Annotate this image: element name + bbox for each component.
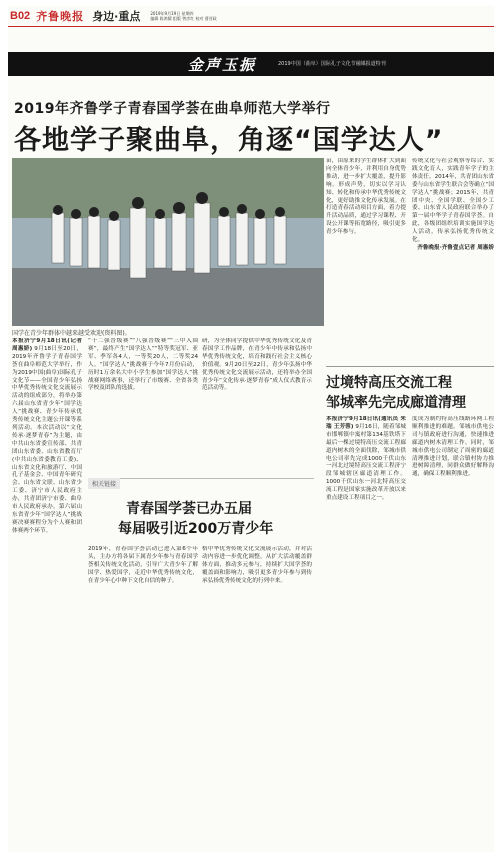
article-column-3 (202, 338, 312, 476)
newspaper-page (8, 6, 494, 852)
related-links-tag: 相关链接 (88, 478, 120, 489)
related-body-1: 2019年，青春国学荟活动已进入第6个年头，主办方将各届下属青少年参与青春国学荟相关传统文化活动，引导广大青少年了解国学、热爱国学，走近中华优秀传统文化，在青少年心中种下文化自信的种子。 (88, 546, 198, 584)
banner-title: 金声玉振 (188, 56, 257, 74)
article-signoff: 齐鲁晚报·齐鲁壹点记者 周惠娇 (417, 244, 494, 251)
article-kicker: 2019年齐鲁学子青春国学荟在曲阜师范大学举行 (14, 101, 331, 117)
article-body-4: 亩，由原来的学生群体扩大到面向全体青少年，并利用自身优势推动，进一步扩大覆盖，提升影响。形成声势，切实以学习认知、转化和传承中华优秀传统文化，更好助推文化传承发展。在打造青春活动项目方面，着力提升活动品质，通过学习课程、开设公开课等拓宽路径，吸引更多青少年参与。 (326, 158, 406, 236)
story2-title-line-1: 过境特高压交流工程 (326, 375, 452, 391)
article-column-2 (88, 338, 198, 476)
story2-column-1 (326, 416, 406, 846)
related-column-2 (202, 546, 312, 846)
story2-body-1: 9月16日，随着邹城市邯郸镇中寓村第134基铁塔下最后一棵过境特高压交流工程廊道内树木的全面伐除，邹城市供电公司率先完成1000千伏山东一河北过境特高压交流工程济宁段邹城辖区廊道清理工作。1000千伏山东一河北特高压交流工程是国家实施改革开放以来重点建设工程项目之一。 (326, 423, 406, 502)
related-body-2: 格中华优秀传统文化交流展示活动，并对活动内容进一步优化调整。从扩大活动覆盖群体方面，推动多元参与，持续扩大国学荟的覆盖面和影响力，吸引更多青少年参与到传承弘扬优秀传统文化的行列中来。 (202, 546, 312, 584)
editor-credits: 编辑 陈鸿儒 组版 曾彦红 校对 曹晋政 (150, 16, 217, 21)
article-body-5: 传统文化与社会观察等综合、实践文化育人，实践青年学子的主体责任。2014年，共青团山东省委与山东省学生联合会等确立“国学达人”挑战赛；2015年，共青团中央、全国学联、全国少工委、山东省人民政府联合举办了第一届中华学子青春国学荟。自此，各级团组织培训实施国学达人活动，传承弘扬优秀传统文化。 (412, 158, 494, 244)
section-name: 身边·重点 (92, 10, 141, 23)
related-title-line-1: 青春国学荟已办五届 (126, 501, 252, 517)
paper-name: 齐鲁晚报 (36, 10, 85, 23)
photo-caption: 国学在青少年群体中越来越受欢迎(资料图)。 (12, 330, 131, 337)
story2-body-2: 度成为制约特高压线路环网工程顺利推进的难题。邹城市供电公司与镇政府进行沟通，快速推进廊道内树木清理工作。同时，邹城市供电公司制定了周密的廊道清理推进计划，联合镇村协力推进树障清理，同群众做好解释沟通，确保工程顺利推进。 (412, 416, 494, 478)
banner-subtitle: 2019中国（曲阜）国际孔子文化节融媒报道特刊 (278, 61, 386, 67)
issue-date: 2019年9月19日 星期四 (150, 11, 194, 16)
story2-divider (326, 366, 494, 367)
page-number: B02 (10, 10, 31, 22)
article-column-1 (12, 338, 82, 853)
story2-byline: 本报济宁9月18日讯(通讯员 朱瑞 王芳蓉) (326, 416, 406, 430)
article-body-1: 9月18日至20日，2019年齐鲁学子青春国学荟在曲阜师范大学举行，作为2019中国(曲阜)国际孔子文化节——全国青少年弘扬中华优秀传统文化交流展示活动的组成部分，将举办第六届山东省青少年“国学达人”挑战赛、青少年传承优秀传统文化主题公开课等系列活动。本次活动以“文化传承·逐梦青春”为主题，由中共山东省委宣传部、共青团山东省委、山东省教育厅(中共山东省委教育工委)、山东省文化和旅游厅、中国孔子基金会、中国青年研究会、山东省文联、山东省少工委、济宁市人民政府主办，共青团济宁市委、曲阜市人民政府承办。第六届山东省青少年“国学达人”挑战赛决赛赛程分为个人赛和团体赛两个环节。 (12, 345, 82, 534)
article-body-2: “十二强晋级赛”“八强晋级赛”“三甲入围赛”，最终产生“国学达人”“特等奖冠军、亚军、季军各4人，一等奖20人，二等奖24人。“国学达人”挑战赛于今年7月份启动，历时1万余名大中小学生参加“国学达人”挑战赛网络赛事，还举行了市级赛、全省各类学校及团队的选拔。 (88, 338, 198, 392)
article-body-3: 研，为全体同学提供中华优秀传统文化及青春国学工作品牌，在青少年中传承和弘扬中华优秀传统文化，培育和践行社会主义核心价值观。9月20日至22日，青少年弘扬中华优秀传统文化交流展示活动，还将举办全国青少年“文化传承·逐梦青春”成人仪式教育示范活动等。 (202, 338, 312, 392)
masthead (8, 6, 494, 27)
story2-title-line-2: 邹城率先完成廊道清理 (326, 395, 466, 411)
article-headline: 各地学子聚曲阜，角逐“国学达人” (14, 125, 444, 156)
special-banner (8, 52, 494, 76)
article-column-5 (412, 158, 494, 348)
related-title-line-2: 每届吸引近200万青少年 (118, 521, 274, 537)
article-column-4 (326, 158, 406, 348)
article-byline: 本报济宁9月18日讯(记者 周惠娇) (12, 338, 82, 352)
issue-meta (150, 11, 216, 21)
related-column-1 (88, 546, 198, 846)
news-photo (12, 158, 324, 326)
story2-column-2 (412, 416, 494, 846)
